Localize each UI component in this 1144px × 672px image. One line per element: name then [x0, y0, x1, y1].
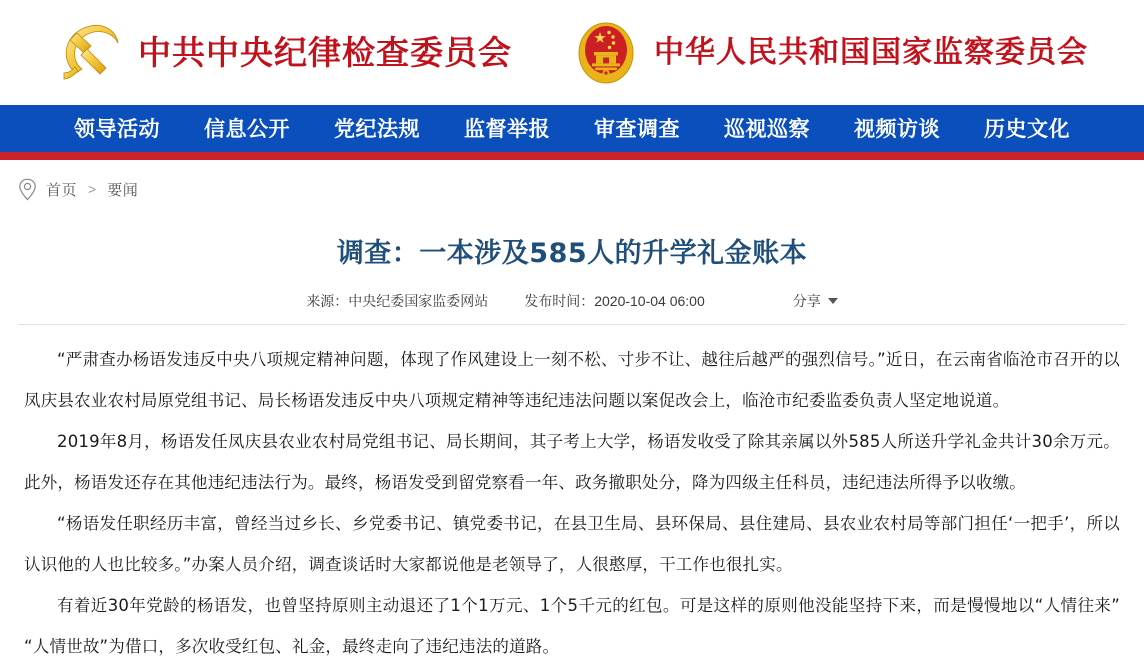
article-body: [18, 325, 1126, 667]
nav-red-underline: [0, 152, 1144, 160]
party-emblem-hammer-sickle-icon: [56, 19, 124, 87]
article-meta: [18, 291, 1126, 324]
chevron-down-icon: [828, 298, 838, 304]
nav-item-review-investigation[interactable]: 审查调查: [594, 116, 680, 141]
nav-item-supervision-report[interactable]: 监督举报: [464, 116, 550, 141]
nav-item-history-culture[interactable]: 历史文化: [984, 116, 1070, 141]
logo-nsc[interactable]: [572, 19, 1088, 87]
nav-item-inspection-tour[interactable]: 巡视巡察: [724, 116, 810, 141]
breadcrumb-separator: >: [88, 181, 97, 197]
site-header: [0, 0, 1144, 105]
article-paragraph: “杨语发任职经历丰富，曾经当过乡长、乡党委书记、镇党委书记，在县卫生局、县环保局、县住建局、县农业农村局等部门担任‘一把手’，所以认识他的人也比较多。”办案人员介绍，调查谈话时大家都说他是老领导了，人很憨厚，干工作也很扎实。: [24, 514, 1120, 575]
breadcrumb-current: 要闻: [107, 181, 139, 199]
location-pin-icon: [18, 178, 37, 201]
nav-item-party-discipline-regulations[interactable]: 党纪法规: [334, 116, 420, 141]
share-label: 分享: [792, 293, 821, 310]
logo-nsc-title: 中华人民共和国国家监察委员会: [654, 34, 1088, 70]
article-paragraph: “严肃查办杨语发违反中央八项规定精神问题，体现了作风建设上一刻不松、寸步不让、越往后越严的强烈信号。”近日，在云南省临沧市召开的以凤庆县农业农村局原党组书记、局长杨语发违反中央八项规定精神等违纪违法问题以案促改会上，临沧市纪委监委负责人坚定地说道。: [24, 350, 1120, 411]
nav-item-leadership[interactable]: 领导活动: [74, 116, 160, 141]
logo-ccdi[interactable]: [56, 19, 512, 87]
nav-item-information-disclosure[interactable]: 信息公开: [204, 116, 290, 141]
breadcrumb: [0, 160, 1144, 218]
national-emblem-china-icon: [572, 19, 640, 87]
share-dropdown[interactable]: [793, 291, 838, 311]
breadcrumb-home[interactable]: 首页: [46, 181, 78, 199]
article-source: 来源：中央纪委国家监委网站: [306, 293, 489, 310]
article-paragraph: 2019年8月，杨语发任凤庆县农业农村局党组书记、局长期间，其子考上大学，杨语发收受了除其亲属以外585人所送升学礼金共计30余万元。此外，杨语发还存在其他违纪违法行为。最终，杨语发受到留党察看一年、政务撤职处分，降为四级主任科员，违纪违法所得予以收缴。: [24, 432, 1120, 493]
article-publish-time: 发布时间：2020-10-04 06:00: [524, 293, 705, 310]
main-navigation: [0, 105, 1144, 152]
nav-item-video-interview[interactable]: 视频访谈: [854, 116, 940, 141]
article-paragraph: 有着近30年党龄的杨语发，也曾坚持原则主动退还了1个1万元、1个5千元的红包。可是这样的原则他没能坚持下来，而是慢慢地以“人情往来”“人情世故”为借口，多次收受红包、礼金，最终走向了违纪违法的道路。: [24, 596, 1120, 657]
article-title: 调查：一本涉及585人的升学礼金账本: [336, 238, 808, 269]
logo-ccdi-title: 中共中央纪律检查委员会: [138, 33, 512, 72]
article-container: [0, 218, 1144, 667]
